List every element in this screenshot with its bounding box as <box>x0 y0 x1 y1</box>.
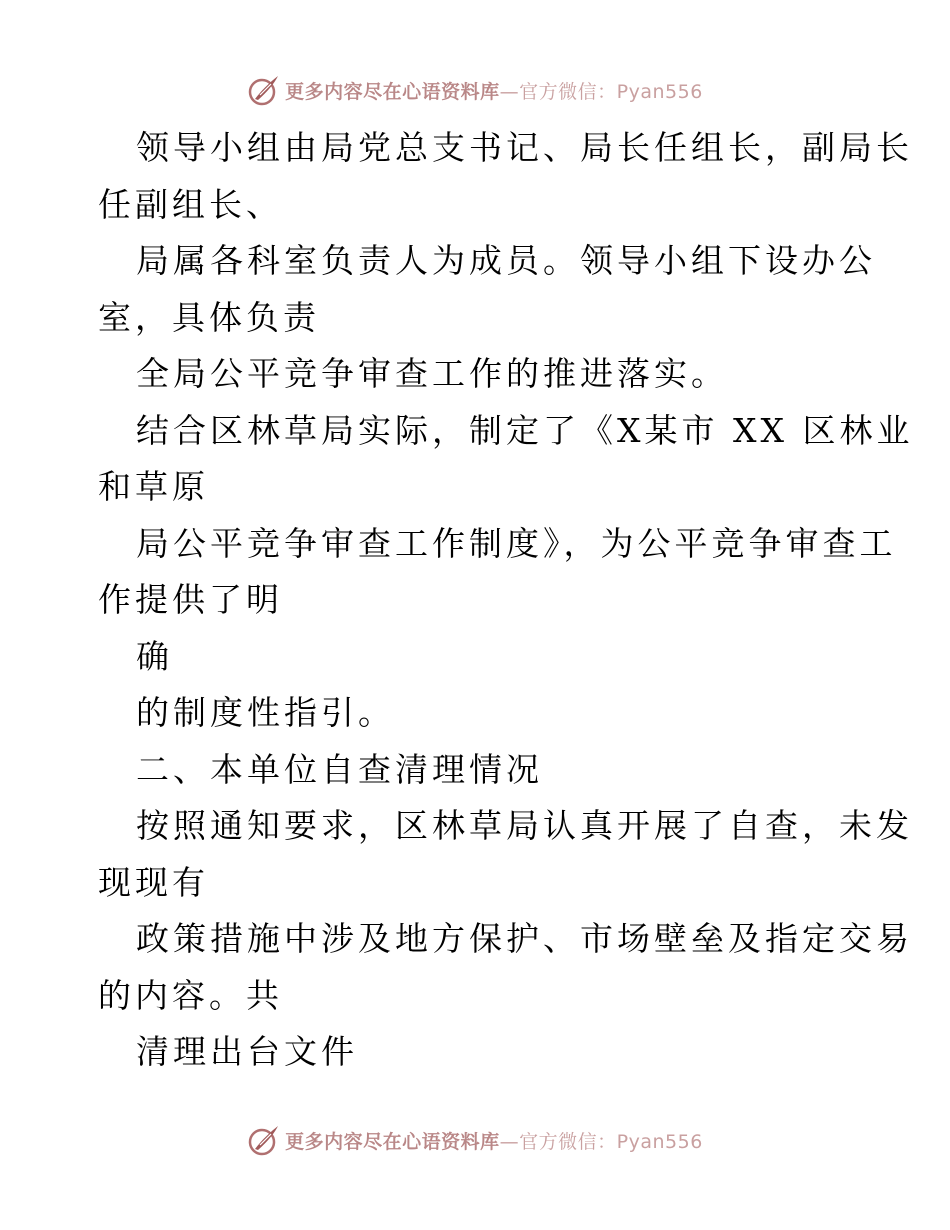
text-line: 清理出台文件 <box>136 1032 358 1071</box>
text-line: 作提供了明 <box>98 580 283 619</box>
feather-pen-icon <box>247 1123 281 1157</box>
text-line: 局属各科室负责人为成员。领导小组下设办公 <box>136 241 876 280</box>
text-line: 任副组长、 <box>98 184 283 224</box>
section-heading: 二、本单位自查清理情况 <box>136 749 543 789</box>
document-body <box>98 120 914 1081</box>
text-line: 的内容。共 <box>98 975 283 1015</box>
watermark-text <box>285 1127 703 1154</box>
watermark-wechat-text: 官方微信：Pyan556 <box>519 1130 703 1153</box>
text-line: 的制度性指引。 <box>136 693 395 732</box>
watermark-header <box>0 70 950 110</box>
watermark-dash: — <box>499 1130 520 1153</box>
text-line: 局公平竞争审查工作制度》，为公平竞争审查工 <box>136 523 897 563</box>
text-line: 现现有 <box>98 862 209 902</box>
text-line: 室，具体负责 <box>98 297 320 337</box>
watermark-dash: — <box>499 80 520 103</box>
watermark-site-text: 更多内容尽在心语资料库 <box>285 80 500 103</box>
text-line: 领导小组由局党总支书记、局长任组长，副局长 <box>136 128 913 167</box>
text-line: 政策措施中涉及地方保护、市场壁垒及指定交易 <box>136 919 913 958</box>
text-line: 确 <box>136 636 173 676</box>
text-line: 和草原 <box>98 467 209 506</box>
watermark-site-text: 更多内容尽在心语资料库 <box>285 1130 500 1153</box>
watermark-wechat-text: 官方微信：Pyan556 <box>519 80 703 103</box>
text-line: 结合区林草局实际，制定了《X某市 XX 区林业 <box>136 410 914 450</box>
watermark-text <box>285 77 703 104</box>
text-line: 按照通知要求，区林草局认真开展了自查，未发 <box>136 806 913 845</box>
text-line: 全局公平竞争审查工作的推进落实。 <box>136 354 728 393</box>
watermark-footer <box>0 1120 950 1160</box>
feather-pen-icon <box>247 73 281 107</box>
